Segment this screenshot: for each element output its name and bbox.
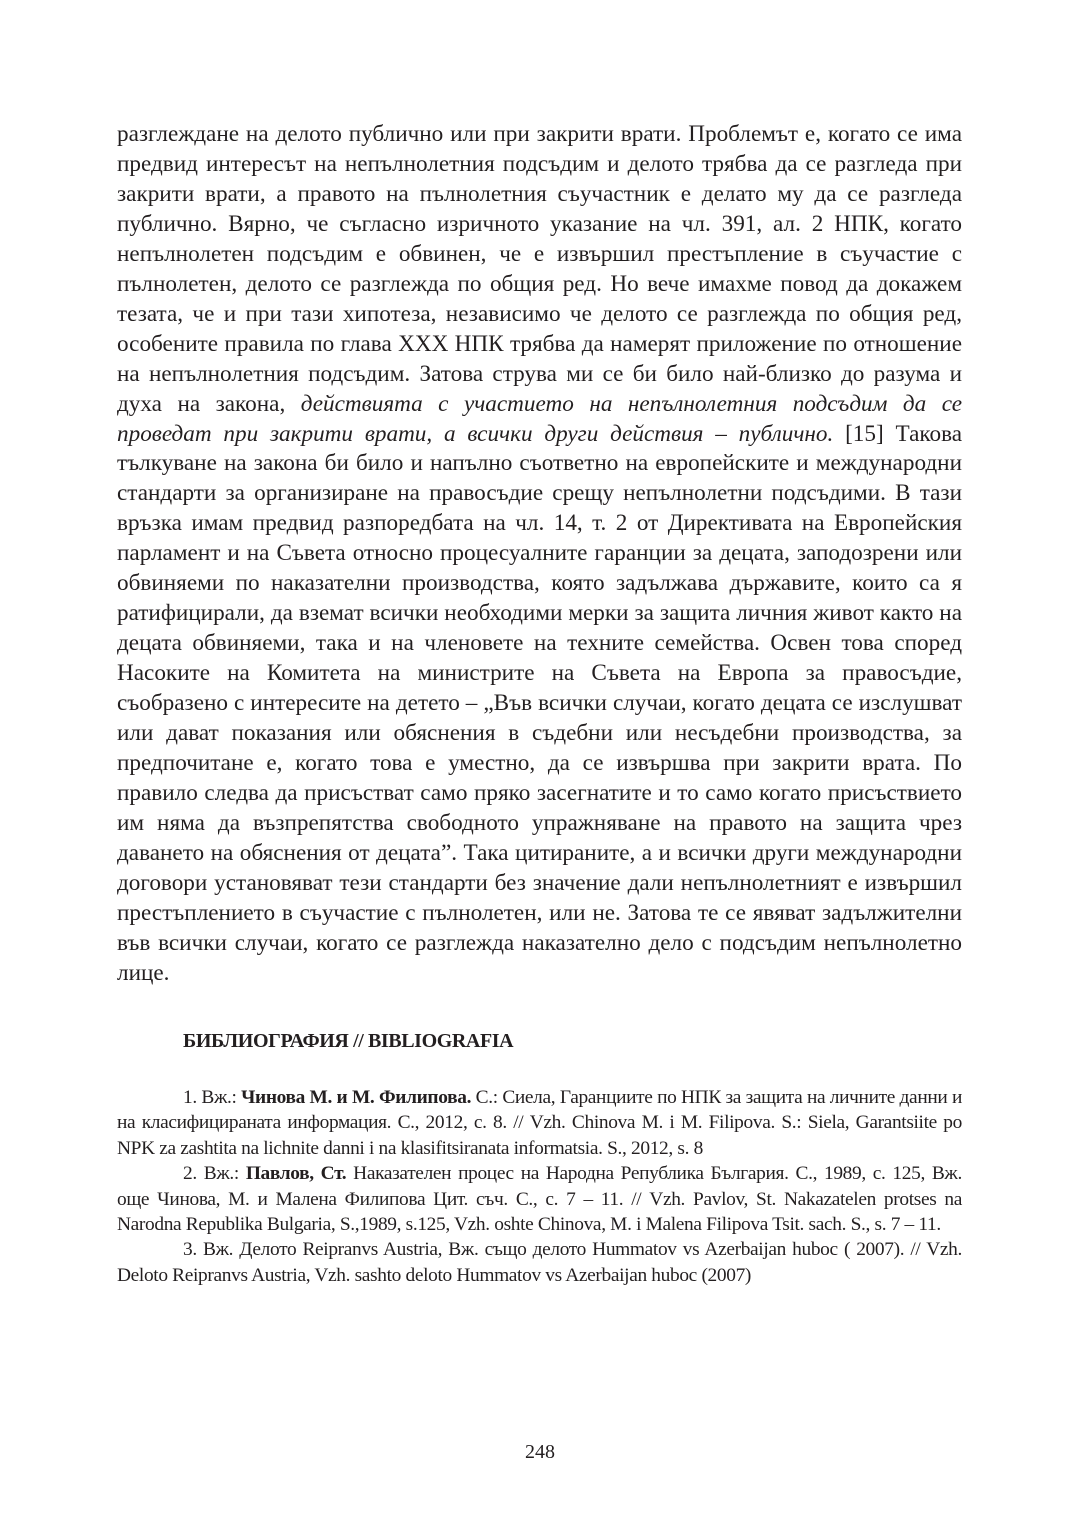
- bibliography-entry-1: [117, 1085, 962, 1161]
- bib-entry-rest: Наказателен процес на Народна Република България. С., 1989, с. 125, Вж. още Чинова, М. и Малена Филипова Цит. съч. С., с. 7 – 11. // Vzh. Pavlov, St. Nakazatelen protses na Narodna Republika Bulgaria, S.,1989, s.125, Vzh. oshte Chinova, M. i Malena Filipova Tsit. sach. S., s. 7 – 11.: [117, 1163, 962, 1236]
- bibliography-entry-3: [117, 1237, 962, 1288]
- body-text-part-1: разглеждане на делото публично или при закрити врати. Проблемът е, когато се има предвид интересът на непълнолетния подсъдим и делото трябва да се разгледа при закрити врати, а правото на пълнолетния съучастник е делато му да се разгледа публично. Вярно, че съгласно изричното указание на чл. 391, ал. 2 НПК, когато непълнолетен подсъдим е обвинен, че е извършил престъпление в съучастие с пълнолетен, делото се разглежда по общия ред. Но вече имахме повод да докажем тезата, че и при тази хипотеза, независимо че делото се разглежда по общия ред, особените правила по глава XXX НПК трябва да намерят приложение по отношение на непълнолетния подсъдим. Затова струва ми се би било най-близко до разума и духа на закона,: [117, 121, 962, 417]
- bibliography-entry-2: [117, 1161, 962, 1237]
- bib-entry-author: Павлов, Ст.: [245, 1163, 347, 1185]
- body-text-italic: действията с участието на непълнолетния подсъдим да се проведат при закрити врати, а всички други действия – публично.: [117, 390, 962, 447]
- bib-entry-rest: С.: Сиела, Гаранциите по НПК за защита на личните данни и на класифицираната информация. С., 2012, с. 8. // Vzh. Chinova M. i M. Filipova. S.: Siela, Garantsiite po NPK za zashtita na lichnite danni i na klasifitsiranata informatsia. S., 2012, s. 8: [117, 1087, 962, 1159]
- bib-entry-prefix: 3. Вж. Делото Reipranvs Austria, Вж. също делото Hummatov vs Azerbaijan huboc ( 2007). // Vzh. Deloto Reipranvs Austria, Vzh. sashto deloto Hummatov vs Azerbaijan huboc (2007): [117, 1239, 962, 1286]
- bib-entry-prefix: 1. Вж.:: [183, 1087, 242, 1108]
- bib-entry-prefix: 2. Вж.:: [183, 1163, 246, 1185]
- body-text-part-2: [15] Такова тълкуване на закона би било и напълно съответно на европейските и международни стандарти за организиране на правосъдие срещу непълнолетни подсъдими. В тази връзка имам предвид разпоредбата на чл. 14, т. 2 от Директивата на Европейския парламент и на Съвета относно процесуалните гаранции за децата, заподозрени или обвиняеми по наказателни производства, която задължава държавите, които са я ратифицирали, да вземат всички необходими мерки за защита личния живот както на децата обвиняеми, така и на членовете на техните семейства. Освен това според Насоките на Комитета на министрите на Съвета на Европа за правосъдие, съобразено с интересите на детето – „Във всички случаи, когато децата се изслушват или дават показания или обяснения в съдебни или несъдебни производства, за предпочитане е, когато това е уместно, да се извършва при закрити врата. По правило следва да присъстват само пряко засегнатите и то само когато присъствието им няма да възпрепятства свободното упражняване на правото на защита чрез даването на обяснения от децата”. Така цитираните, а и всички други международни договори установяват тези стандарти без значение дали непълнолетният е извършил престъплението в съучастие с пълнолетен, или не. Затова те се явяват задължителни във всички случаи, когато се разглежда наказателно дело с подсъдим непълнолетно лице.: [117, 420, 962, 986]
- bibliography-heading: БИБЛИОГРАФИЯ // BIBLIOGRAFIA: [183, 1030, 514, 1052]
- body-text: [117, 120, 962, 989]
- page-number: 248: [525, 1441, 555, 1463]
- bibliography-list: [117, 1085, 962, 1288]
- bib-entry-author: Чинова М. и М. Филипова.: [241, 1087, 472, 1108]
- body-paragraph: [117, 120, 962, 989]
